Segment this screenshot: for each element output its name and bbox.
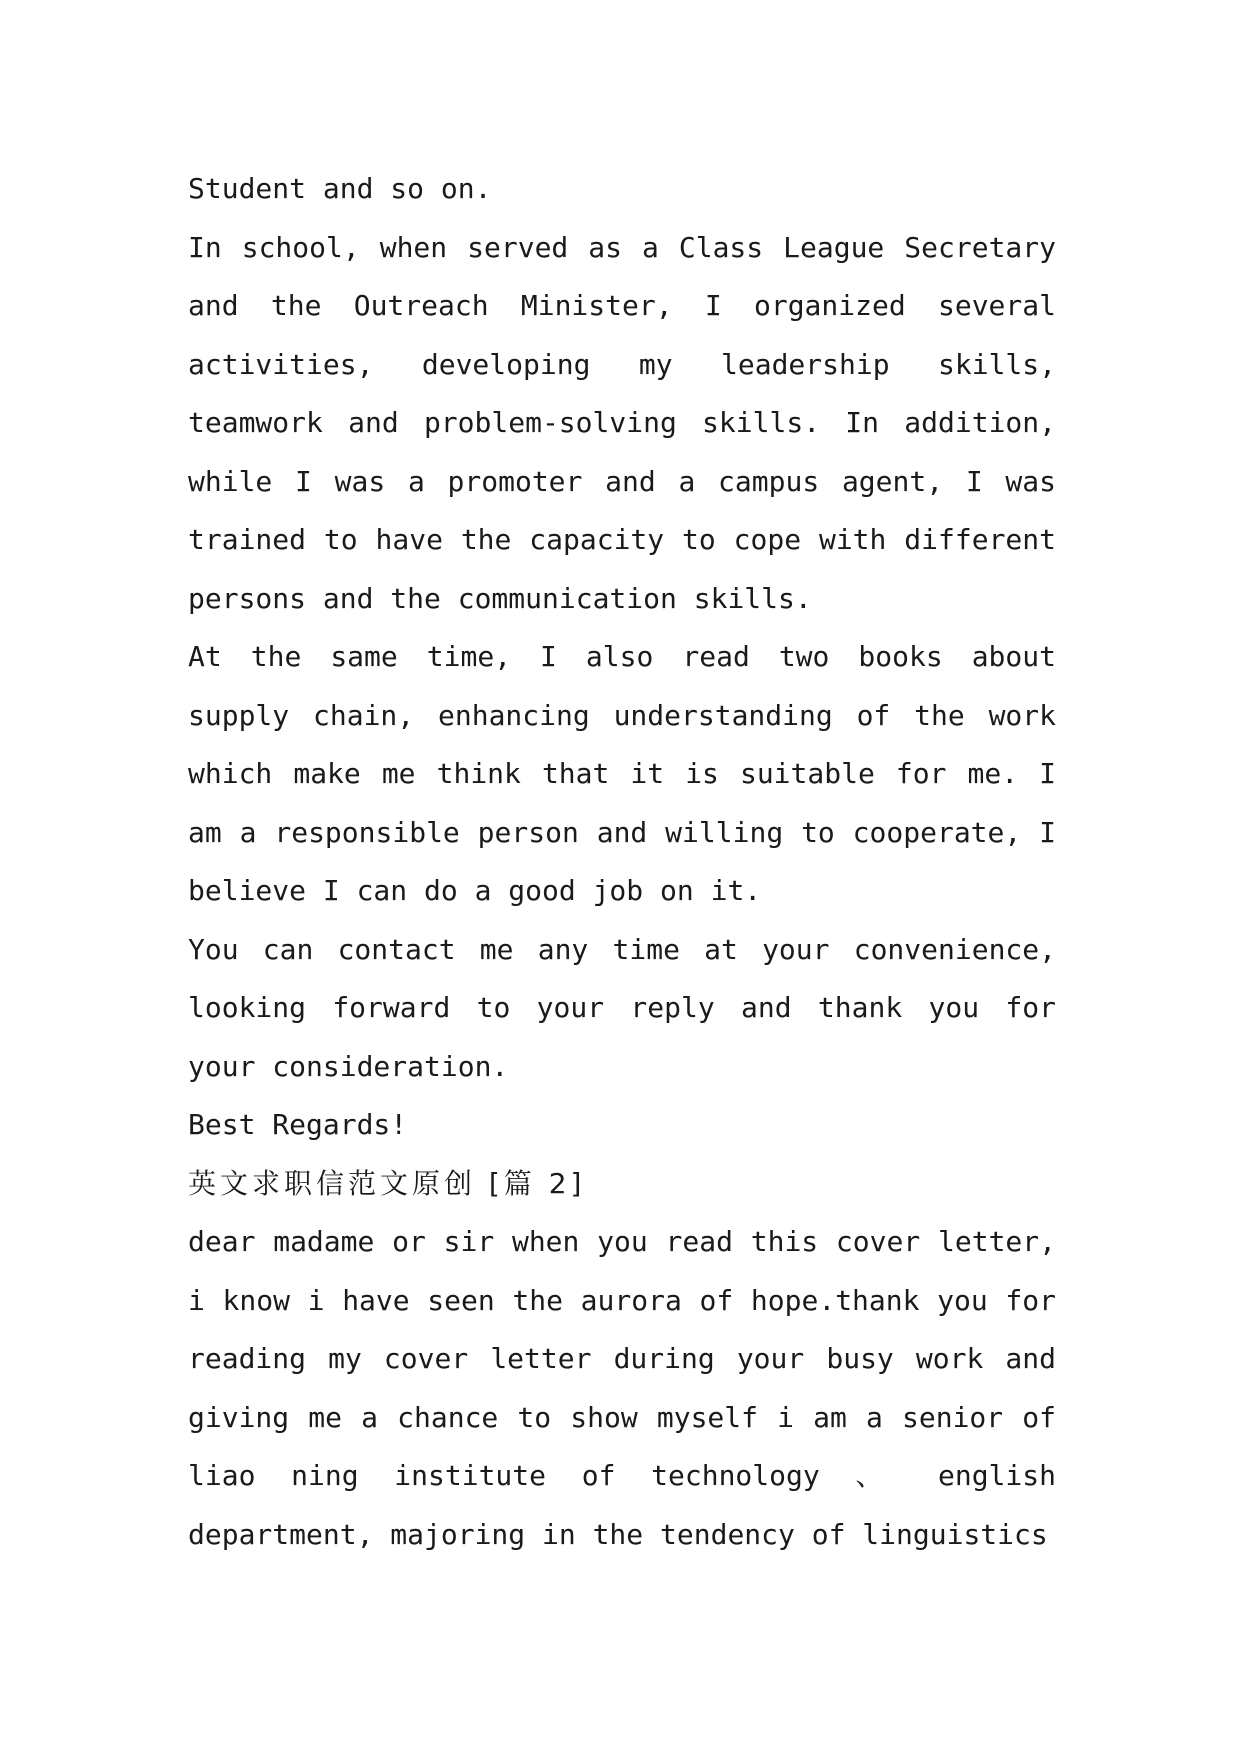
paragraph-supply-chain: At the same time, I also read two books about supply chain, enhancing understanding of the work which make me think that it is suitable for me. I am a responsible person and willing to cooperate, I believe I can do a good job on it. (188, 640, 1056, 907)
paragraph-contact: You can contact me any time at your convenience, looking forward to your reply and thank you for your consideration. (188, 932, 1056, 1083)
document-page (188, 160, 1056, 1564)
paragraph-school-activities: In school, when served as a Class League Secretary and the Outreach Minister, I organized several activities, developing my leadership skills, teamwork and problem-solving skills. In addition, while I was a promoter and a campus agent, I was trained to have the capacity to cope with different persons and the communication skills. (188, 230, 1056, 615)
section-heading: 英文求职信范文原创 [篇 2] (188, 1166, 586, 1200)
paragraph-regards: Best Regards! (188, 1108, 408, 1141)
paragraph-student: Student and so on. (188, 172, 492, 205)
paragraph-cover-letter: dear madame or sir when you read this cover letter, i know i have seen the aurora of hope.thank you for reading my cover letter during your busy work and giving me a chance to show myself i am a senior of liao ning institute of technology 、 english department, majoring in the tendency of linguistics (188, 1225, 1056, 1551)
